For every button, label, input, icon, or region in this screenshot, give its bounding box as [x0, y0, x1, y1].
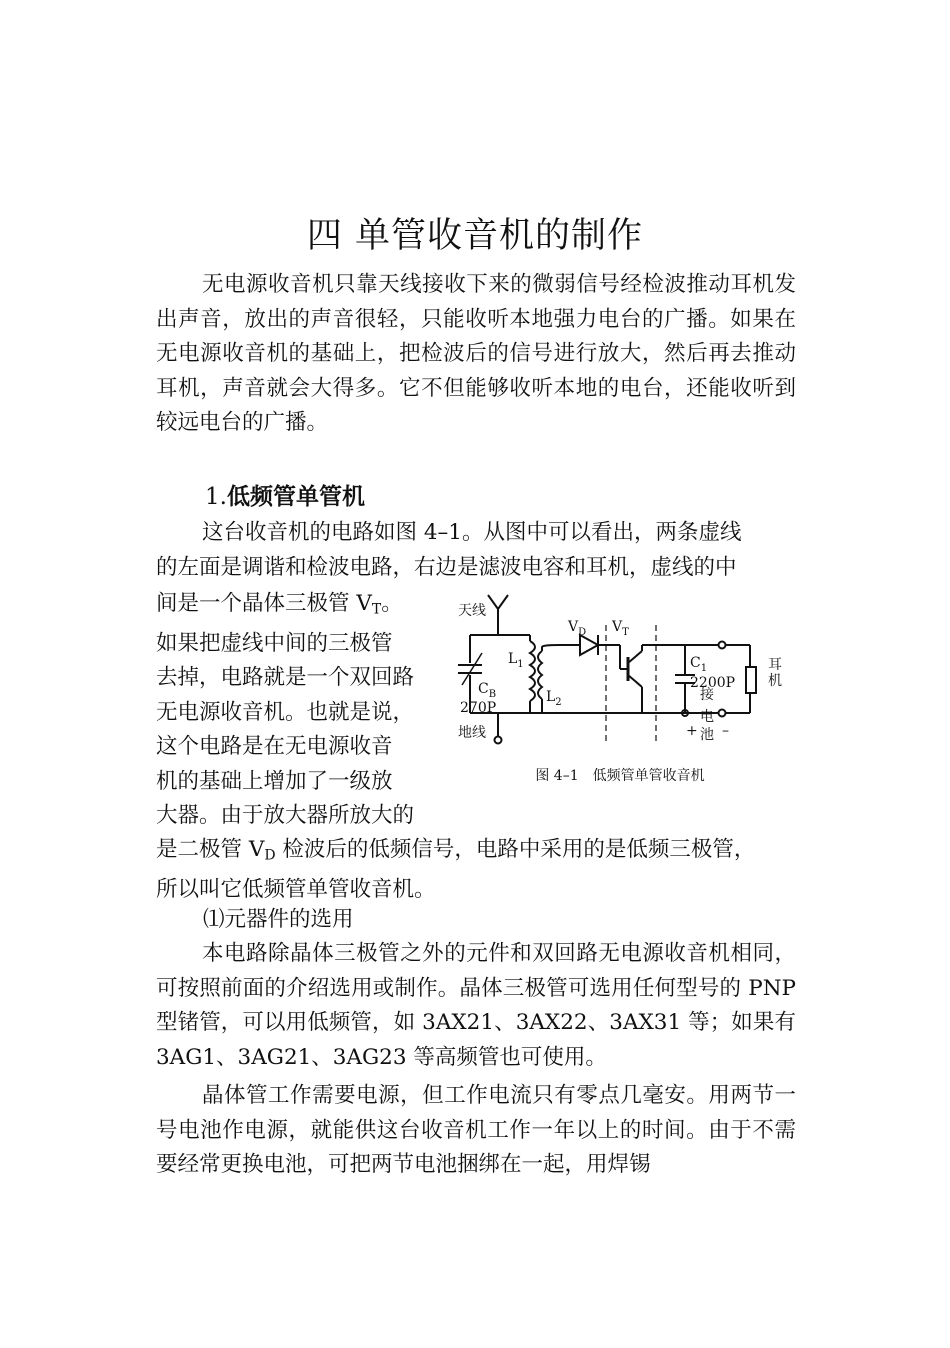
- intro-paragraph: 无电源收音机只靠天线接收下来的微弱信号经检波推动耳机发出声音，放出的声音很轻，只能收听本地强力电台的广播。如果在无电源收音机的基础上，把检波后的信号进行放大，然后再去推动耳机，声音就会大得多。它不但能够收听本地的电台，还能收听到较远电台的广播。: [156, 272, 796, 436]
- svg-text:机: 机: [768, 673, 782, 689]
- c1-value: 2200P: [690, 675, 736, 691]
- text-line: 机的基础上增加了一级放: [156, 768, 393, 794]
- text-line: 无电源收音机。也就是说，: [156, 699, 415, 725]
- paragraph-power: 晶体管工作需要电源，但工作电流只有零点几毫安。用两节一号电池作电源，就能供这台收音机工作一年以上的时间。由于不需要经常更换电池，可把两节电池捆绑在一起，用焊锡: [156, 1083, 796, 1178]
- paragraph-circuit-tail: [156, 833, 796, 908]
- paragraph-components: 本电路除晶体三极管之外的元件和双回路无电源收音机相同，可按照前面的介绍选用或制作。晶体三极管可选用任何型号的 PNP 型锗管，可以用低频管，如 3AX21、3AX22、3AX31 等；如果有 3AG1、3AG21、3AG23 等高频管也可使用。: [156, 941, 796, 1070]
- text-line: 的左面是调谐和检波电路，右边是滤波电容和耳机，虚线的中: [156, 554, 737, 580]
- ground-label: 地线: [458, 725, 486, 741]
- antenna-symbol: [488, 595, 508, 609]
- page-title: 四 单管收音机的制作: [306, 216, 644, 256]
- l1-coil: [530, 641, 535, 701]
- svg-text:接: 接: [700, 687, 714, 703]
- svg-text:–: –: [722, 723, 729, 739]
- text-line: 如果把虚线中间的三极管: [156, 630, 393, 656]
- text-line: 所以叫它低频管单管收音机。: [156, 877, 436, 903]
- paragraph-circuit-intro: [156, 516, 796, 585]
- figure-caption: 图 4–1 低频管单管收音机: [535, 768, 705, 784]
- text-line: 是二极管 $V_D$ 检波后的低频信号，电路中采用的是低频三极管，: [156, 837, 756, 864]
- svg-text:CB: $C_B$: [478, 681, 497, 700]
- text-line: 间是一个晶体三极管 $V_T$。: [156, 591, 403, 618]
- subsection-heading: ⑴元器件的选用: [203, 907, 354, 932]
- section-title: 低频管单管机: [226, 484, 365, 510]
- svg-text:+: +: [686, 723, 698, 739]
- text-line: 这个电路是在无电源收音: [156, 734, 393, 760]
- section-number: 1.: [205, 484, 227, 510]
- antenna-label: 天线: [458, 603, 486, 619]
- svg-text:VT: $V_T$: [612, 619, 629, 638]
- svg-text:L2: $L_2$: [546, 689, 562, 708]
- svg-text:电: 电: [700, 709, 714, 725]
- svg-text:L1: $L_1$: [508, 651, 524, 670]
- l2-coil: [538, 651, 542, 699]
- svg-text:池: 池: [700, 727, 714, 743]
- text-line: 大器。由于放大器所放大的: [156, 802, 415, 828]
- text-line: 这台收音机的电路如图 4–1。从图中可以看出，两条虚线: [202, 520, 742, 545]
- text-line: 去掉，电路就是一个双回路: [156, 665, 415, 691]
- svg-text:VD: $V_D$: [568, 619, 587, 638]
- svg-text:耳: 耳: [768, 657, 782, 673]
- earphone-symbol: [746, 667, 756, 693]
- cb-value: 270P: [460, 700, 497, 716]
- circuit-diagram: [450, 585, 790, 765]
- section-heading: [205, 478, 365, 511]
- side-text: [156, 587, 436, 833]
- svg-text:C1: $C_1$: [690, 655, 708, 674]
